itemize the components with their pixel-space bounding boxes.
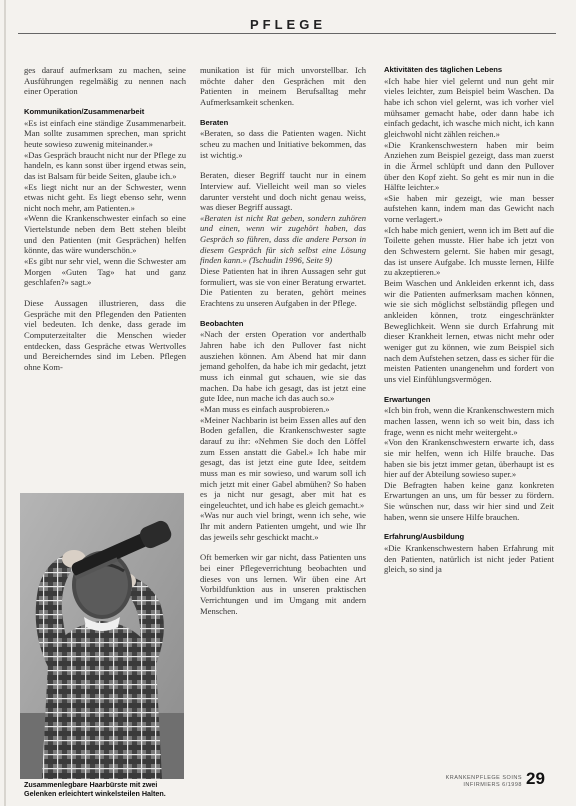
paragraph: «Ich bin froh, wenn die Krankenschwestern mich machen lassen, wenn ich so weit bin, dass ich frage, wenn es nicht mehr weitergeht.» bbox=[384, 405, 554, 437]
page-edge bbox=[4, 0, 6, 806]
paragraph: Beraten, dieser Begriff taucht nur in einem Interview auf. Vielleicht weil man so vieles darunter versteht und doch nicht genau weiss, was dieser Begriff aussagt. bbox=[200, 170, 366, 213]
subheading-erwartungen: Erwartungen bbox=[384, 394, 431, 404]
figure-caption: Zusammenlegbare Haarbürste mit zwei Gelenken erleichtert winkelsteilen Halten. bbox=[24, 780, 166, 798]
paragraph: Beim Waschen und Ankleiden erkennt ich, dass wir die Patienten aufmerksam machen können, wie sie sich möglichst selbständig pflegen und ankleiden können, trotz eingeschränkter Beweglichkeit. Wenn sie durch Erfahrung mit dieser Krankheit lernen, etwas nicht mehr oder weniger gut zu können, wie zum Beispiel sich nach dem Aufstehen setzen, dass es sicher für die meisten Patienten unangenehm und fordert von uns viel Einfühlungsvermögen. bbox=[384, 278, 554, 384]
section-header bbox=[0, 17, 576, 32]
figure-photo bbox=[20, 493, 184, 779]
block-quote: «Beraten ist nicht Rat geben, sondern zuhören und einen, wenn wir zugehört haben, das Gespräch so führen, dass die andere Person in diesem Gespräch für sich selbst eine Lösung finden kann.» bbox=[200, 212, 366, 266]
subheading-erfahrung: Erfahrung/Ausbildung bbox=[384, 532, 465, 542]
paragraph: «Es ist einfach eine ständige Zusammenarbeit. Man sollte zusammen sprechen, man spricht heute sowieso zuwenig miteinander.» bbox=[24, 117, 186, 149]
paragraph: Diese Patienten hat in ihren Aussagen sehr gut formuliert, was sie von einer Beratung erwartet. Die Patienten zu beraten, gehört meines Erachtens zu unseren Aufgaben in der Pflege. bbox=[200, 266, 366, 309]
person-brushing-hair-image bbox=[20, 493, 184, 779]
paragraph: «Die Krankenschwestern haben mir beim Anziehen zum Beispiel gezeigt, dass man zuerst in die Ärmel schlüpft und dann den Pullover über den Kopf zieht. So geht es mir nun in die Hälfte leichter.» bbox=[384, 139, 554, 193]
paragraph: munikation ist für mich unvorstellbar. Ich möchte daher den Gesprächen mit den Patienten in meinem Berufsalltag mehr Aufmerksamkeit schenken. bbox=[200, 65, 366, 107]
paragraph: «Von den Krankenschwestern erwarte ich, dass sie mir helfen, wenn ich Hilfe brauche. Das haben sie bis jetzt immer getan, überhaupt ist es hier auf der Abteilung sowieso super.» bbox=[384, 437, 554, 480]
column-3 bbox=[384, 65, 554, 575]
paragraph: «Es gibt nur sehr viel, wenn die Schwester am Morgen «Guten Tag» hat und ganz geschlafen?» sagt.» bbox=[24, 256, 186, 288]
subheading-beraten: Beraten bbox=[200, 117, 229, 127]
paragraph: «Es liegt nicht nur an der Schwester, wenn etwas nicht geht. Es liegt ebenso sehr, wenn nicht noch mehr, am Patienten.» bbox=[24, 181, 186, 213]
paragraph: «Meiner Nachbarin ist beim Essen alles auf den Boden gefallen, die Krankenschwester sagte darauf zu ihr: «Nehmen Sie doch den Löffel zum Essen anstatt die Gabel.» Ich habe mir gesagt, das ist jetzt eine gute Idee, seitdem muss man es mir sowieso, und warum soll ich mich jetzt mit einer Gabel abmühen? So haben es ja nicht nur gesagt, aber mit hat es eingeleuchtet, und ich habe es gleich gemacht.» bbox=[200, 414, 366, 510]
paragraph: Die Befragten haben keine ganz konkreten Erwartungen an uns, um für besser zu fördern. Sie wünschen nur, dass wir hier sind und Zeit haben, wenn sie unsere Hilfe brauchen. bbox=[384, 479, 554, 522]
column-2 bbox=[200, 65, 366, 616]
subheading-beobachten: Beobachten bbox=[200, 318, 244, 328]
paragraph: Diese Aussagen illustrieren, dass die Gespräche mit den Pflegenden den Patienten viel bedeuten. Ich denke, dass gerade im Computerzeitalter die Menschen wieder entdecken, dass Gespräche etwas Wertvolles und Bereicherndes sind im Leben. Pflegen ohne Kom- bbox=[24, 298, 186, 372]
paragraph: «Das Gespräch braucht nicht nur der Pflege zu handeln, es kann sonst über irgend etwas sein, das ist Balsam für beide Seiten, glaube ich.» bbox=[24, 149, 186, 181]
subheading-aktivitaeten: Aktivitäten des täglichen Lebens bbox=[384, 65, 503, 74]
paragraph: «Wenn die Krankenschwester einfach so eine Viertelstunde neben dem Bett stehen bleibt und den Patienten (mit Gesprächen) helfen könnte, das wäre wunderschön.» bbox=[24, 213, 186, 256]
column-1 bbox=[24, 65, 186, 373]
header-rule bbox=[18, 33, 556, 34]
paragraph: «Man muss es einfach ausprobieren.» bbox=[200, 403, 330, 414]
page-number: 29 bbox=[526, 769, 545, 788]
paragraph: «Ich habe hier viel gelernt und nun geht mir vieles leichter, zum Beispiel beim Waschen. Da habe ich schon viel gelernt, was ich vorher viel mühsamer gemacht habe, oder dann habe ich einfach gedacht, ich wasche mich nicht, ich kann gleichwohl nicht zählen reichen.» bbox=[384, 75, 554, 139]
paragraph: «Nach der ersten Operation vor anderthalb Jahren habe ich den Pullover fast nicht ausziehen können. Am Abend hat mir dann jemand geholfen, da habe ich mir gedacht, jetzt muss ich einmal gut schauen, wie sie das machen. Da habe ich gesagt, das ist jetzt eine gute Idee, nun mache ich das auch so.» bbox=[200, 329, 366, 404]
subheading-kommunikation: Kommunikation/Zusammenarbeit bbox=[24, 106, 145, 116]
journal-footer: KRANKENPFLEGE SOINS INFIRMIERS 6/1998 bbox=[445, 775, 522, 788]
paragraph: Oft bemerken wir gar nicht, dass Patienten uns bei einer Pflegeverrichtung beobachten und dieses von uns lernen. Wir üben eine Art Vorbildfunktion aus in unseren praktischen Verrichtungen und im Umgang mit andern Menschen. bbox=[200, 552, 366, 616]
paragraph: «Was nur auch viel bringt, wenn ich sehe, wie Ihr mit andern Patienten umgeht, und wie Ihr das jeweils sehr geschickt macht.» bbox=[200, 510, 366, 542]
section-title: PFLEGE bbox=[242, 17, 334, 32]
paragraph: «Beraten, so dass die Patienten wagen. Nicht scheu zu machen und Initiative bekommen, das ist wichtig.» bbox=[200, 128, 366, 160]
paragraph: «Ich habe mich geniert, wenn ich im Bett auf die Toilette gehen musste. Hier habe ich jetzt von den Schwestern gelernt. Sie haben mir gesagt, das ist unsere Aufgabe. Ich musste lernen, Hilfe zu akzeptieren.» bbox=[384, 224, 554, 278]
paragraph: ges darauf aufmerksam zu machen, seine Ausführungen regelmäßig zu nennen nach einer Operation bbox=[24, 65, 186, 97]
paragraph: «Die Krankenschwestern haben Erfahrung mit den Patienten, natürlich ist nicht jeder Patient gleich, so sind ja bbox=[384, 543, 554, 575]
paragraph: «Sie haben mir gezeigt, wie man besser aufstehen kann, indem man das Gewicht nach vorne verlagert.» bbox=[384, 192, 554, 225]
quote-source: (Tschudin 1996, Seite 9) bbox=[248, 255, 333, 266]
